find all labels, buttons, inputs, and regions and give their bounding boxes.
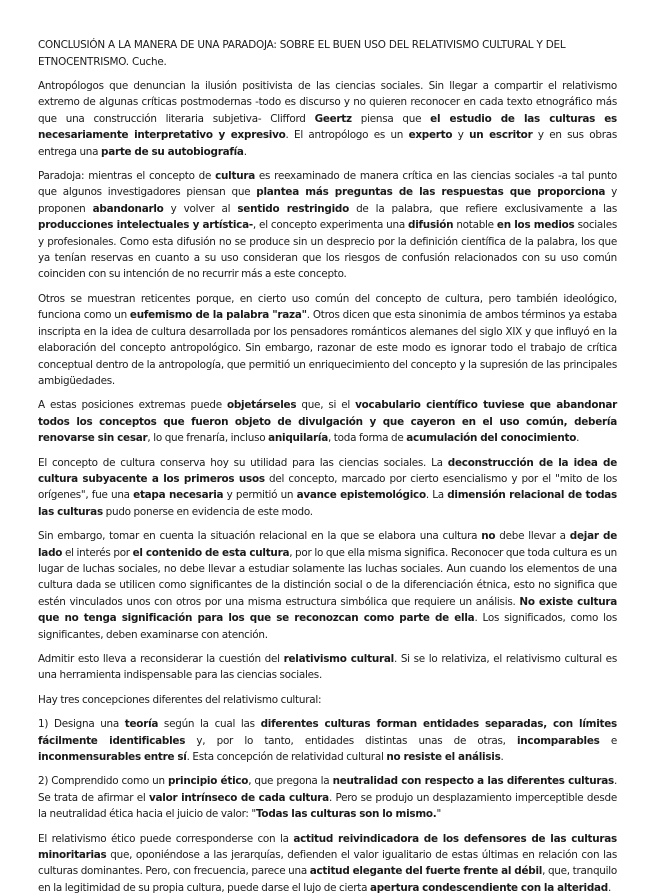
bold-text: objetárseles: [226, 399, 297, 412]
text-run: A estas posiciones extremas puede: [38, 399, 227, 412]
bold-text: actitud reivindicadora de los defensores de las culturas minoritarias: [38, 832, 617, 862]
bold-text: el contenido de esta cultura: [132, 546, 290, 559]
bold-text: teoría: [124, 718, 159, 731]
paragraph-2: [38, 168, 617, 283]
text-run: El concepto de cultura conserva hoy su utilidad para las ciencias sociales. La: [38, 456, 448, 469]
text-run: el interés por: [62, 546, 133, 559]
text-run: Hay tres concepciones diferentes del relativismo cultural:: [38, 693, 322, 706]
text-run: y en sus obras entrega una: [38, 129, 618, 158]
bold-text: cultura: [215, 170, 255, 183]
text-run: que, oponiéndose a las jerarquías, defienden el valor igualitario de estas últimas en relación con las culturas dominantes. Pero, con frecuencia, parece una: [38, 849, 617, 878]
bold-text: avance epistemológico: [296, 489, 426, 502]
text-run: de la palabra, que refiere exclusivamente a las: [348, 202, 617, 215]
text-run: y: [452, 129, 470, 142]
bold-text: dejar de lado: [38, 530, 617, 559]
bold-text: neutralidad con respecto a las diferentes culturas: [332, 775, 614, 788]
bold-text: eufemismo de la palabra "raza": [129, 309, 307, 322]
bold-text: no: [481, 530, 496, 543]
text-run: . Se trata de afirmar el: [38, 775, 617, 804]
text-run: . Si se lo relativiza, el relativismo cultural es una herramienta indispensable para las ciencias sociales.: [38, 653, 617, 682]
bold-text: actitud elegante del fuerte frente al débil: [309, 865, 543, 878]
text-run: , que pregona la: [248, 775, 333, 788]
text-run: y volver al: [163, 202, 238, 215]
text-run: . Esta concepción de relatividad cultural: [186, 751, 387, 764]
bold-text: producciones intelectuales y artística-: [38, 219, 253, 232]
bold-text: el estudio de las culturas es necesariamente interpretativo y expresivo: [38, 112, 617, 142]
bold-text: deconstrucción de la idea de cultura subyacente a los primeros usos: [38, 456, 617, 485]
bold-text: no resiste el análisis: [386, 751, 501, 764]
paragraph-6: [38, 528, 617, 643]
text-run: , el concepto experimenta una: [252, 219, 409, 232]
bold-text: etapa necesaria: [133, 489, 224, 502]
text-run: Paradoja: mientras el concepto de: [38, 170, 216, 183]
bold-text: inconmensurables entre sí: [38, 751, 187, 764]
bold-text: Todas las culturas son lo mismo.: [255, 808, 437, 821]
paragraph-9: [38, 716, 617, 765]
paragraph-5: [38, 455, 617, 521]
text-run: pudo ponerse en evidencia de este modo.: [102, 505, 313, 518]
text-run: . Pero se produjo un desplazamiento imperceptible desde la neutralidad ética hacia el juicio de valor: ": [38, 791, 617, 821]
text-run: y permitió un: [223, 489, 297, 502]
text-run: . Los significados, como los significantes, deben examinarse con atención.: [38, 612, 618, 641]
text-run: , lo que frenaría, incluso: [147, 432, 269, 445]
paragraph-1: [38, 78, 617, 160]
text-run: Otros se muestran reticentes porque, en cierto uso común del concepto de cultura, pero también ideológico, funciona como un: [38, 292, 617, 322]
bold-text: en los medios: [496, 219, 575, 232]
text-run: , toda forma de: [328, 432, 407, 445]
text-run: .: [243, 145, 247, 158]
text-run: según la cual las: [158, 718, 261, 731]
text-run: . El antropólogo es un: [285, 129, 409, 142]
text-run: que, si el: [296, 399, 356, 412]
text-run: del concepto, marcado por cierto esencialismo y por el "mito de los orígenes", fue una: [38, 472, 618, 502]
bold-text: parte de su autobiografía: [101, 145, 244, 158]
bold-text: difusión: [408, 219, 454, 232]
bold-text: apertura condescendiente con la alteridad: [369, 881, 608, 894]
paragraph-8: [38, 692, 617, 708]
text-run: piensa que: [351, 112, 431, 125]
bold-text: No existe cultura que no tenga significación para los que se reconozcan como parte de ella: [38, 595, 617, 625]
text-run: El relativismo ético puede corresponderse con la: [38, 832, 294, 845]
bold-text: incomparables: [516, 734, 600, 747]
text-run: , por lo que ella misma significa. Reconocer que toda cultura es un lugar de luchas sociales, no debe llevar a estudiar solamente las luchas sociales. Aun cuando los elementos de una cultura dada se utilicen como significantes de la distinción social o de la diferenciación étnica, esto no significa que estén vinculados unos con otros por una misma estructura simbólica que requiere un análisis.: [38, 546, 618, 608]
text-run: , que, tranquilo en la legitimidad de su propia cultura, puede darse el lujo de cierta: [38, 865, 618, 894]
text-run: .: [500, 751, 504, 764]
bold-text: Geertz: [314, 112, 352, 125]
bold-text: abandonarlo: [92, 202, 164, 215]
text-run: e: [599, 734, 618, 747]
text-run: sociales y profesionales. Como esta difusión no se produce sin un desprecio por la definición científica de la palabra, los que ya tenían reservas en cuanto a su uso consideran que los riesgos de confusión relacionados con su uso común coinciden con su intención de no recurrir más a este concepto.: [38, 219, 617, 281]
bold-text: vocabulario científico tuviese que abandonar todos los conceptos que fueron objeto de divulgación y que cayeron en el uso común, debería renovarse sin cesar: [38, 399, 617, 445]
document-body: [38, 78, 617, 896]
paragraph-7: [38, 651, 617, 684]
text-run: . La: [425, 489, 448, 502]
bold-text: plantea más preguntas de las respuestas que proporciona: [256, 186, 606, 199]
paragraph-3: [38, 291, 617, 389]
paragraph-4: [38, 397, 617, 446]
paragraph-10: [38, 773, 617, 822]
bold-text: aniquilaría: [268, 432, 328, 445]
text-run: 1) Designa una: [38, 718, 125, 731]
text-run: 2) Comprendido como un: [38, 775, 168, 788]
bold-text: un escritor: [469, 129, 533, 142]
bold-text: experto: [408, 129, 453, 142]
bold-text: dimensión relacional de todas las culturas: [38, 489, 617, 518]
bold-text: diferentes culturas forman entidades separadas, con límites fácilmente identificables: [38, 718, 617, 747]
text-run: .: [576, 432, 580, 445]
text-run: Antropólogos que denuncian la ilusión positivista de las ciencias sociales. Sin llegar a compartir el relativismo extremo de algunas críticas postmodernas -todo es discurso y no quieren reconocer en cada texto etnográfico más que una construcción literaria subjetiva- Clifford: [38, 80, 617, 125]
text-run: ": [436, 808, 442, 821]
paragraph-11: [38, 831, 617, 896]
bold-text: valor intrínseco de cada cultura: [148, 791, 329, 804]
text-run: es reexaminado de manera crítica en las ciencias sociales -a tal punto que algunos investigadores piensan que: [38, 170, 617, 199]
bold-text: acumulación del conocimiento: [406, 432, 577, 445]
text-run: .: [607, 881, 612, 894]
document-title: CONCLUSIÓN A LA MANERA DE UNA PARADOJA: SOBRE EL BUEN USO DEL RELATIVISMO CULTURAL Y DEL ETNOCENTRISMO. Cuche.: [38, 39, 566, 68]
text-run: . Otros dicen que esta sinonimia de ambos términos ya estaba inscripta en la idea de cultura desarrollada por los pensadores románticos alemanes del siglo XIX y que influyó en la elaboración del concepto antropológico. Sin embargo, razonar de este modo es ignorar todo el trabajo de crítica conceptual dentro de la antropología, que permitió un enriquecimiento del concepto y la supresión de las principales ambigüedades.: [38, 309, 618, 387]
text-run: Sin embargo, tomar en cuenta la situación relacional en la que se elabora una cultura: [38, 530, 482, 543]
bold-text: relativismo cultural: [283, 653, 394, 665]
bold-text: principio ético: [167, 775, 249, 788]
text-run: Admitir esto lleva a reconsiderar la cuestión del: [38, 653, 284, 665]
text-run: debe llevar a: [495, 530, 570, 543]
text-run: y, por lo tanto, entidades distintas unas de otras,: [185, 734, 517, 747]
bold-text: sentido restringido: [237, 202, 349, 215]
text-run: notable: [453, 219, 497, 232]
text-run: y proponen: [38, 186, 617, 215]
